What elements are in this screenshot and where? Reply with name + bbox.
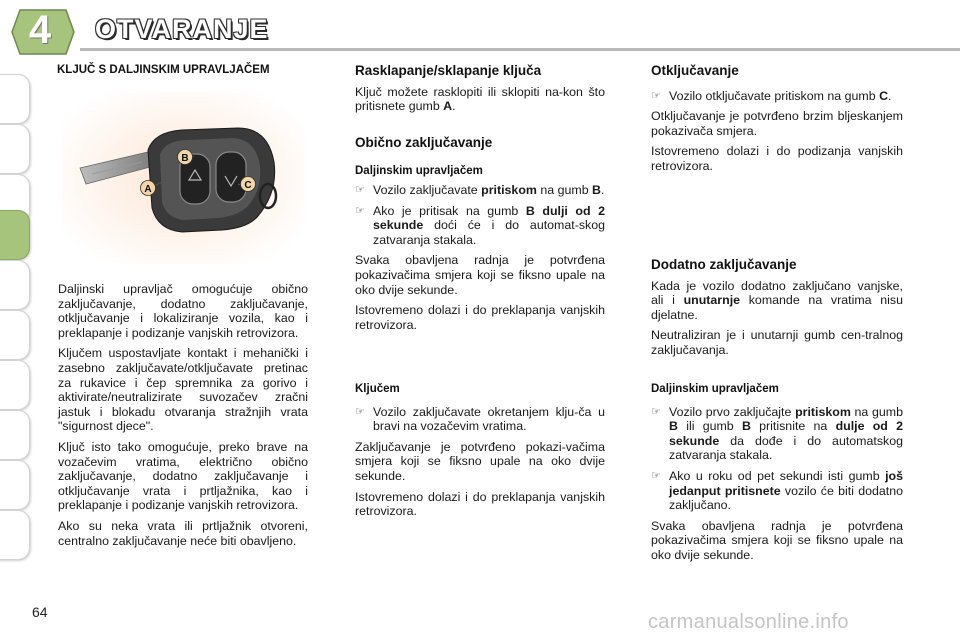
left-paragraph-4: Ako su neka vrata ili prtljažnik otvoreni, centralno zaključavanje neće biti obavljeno. [58,518,308,548]
key-confirm: Zaključavanje je potvrđeno pokazi-vačima smjera koji se fiksno upale na oko dvije sekunde. [355,439,605,483]
chapter-number: 4 [28,8,52,52]
key-subheading: Ključem [355,383,400,395]
deadlock-bullet-2: ☞ Ako u roku od pet sekundi isti gumb još jedanput pritisnete vozilo će biti dodatno zaključano. [651,468,903,513]
remote-subheading: Daljinskim upravljačem [355,165,483,178]
pointing-hand-icon: ☞ [651,405,661,418]
lock-bullet-2: ☞ Ako je pritisak na gumb B dulji od 2 sekunde doći će i do automat-skog zatvaranja stakala. [355,203,605,247]
left-paragraph-2: Ključem uspostavljate kontakt i mehanički i zasebno zaključavate/otključavate pretinac za rukavice i čep spremnika za gorivo i aktivirate/neutralizirate suvozačev zračni jastuk i blokadu otvaranja stražnjih vrata "sigurnost djece". [58,346,308,434]
pointing-hand-icon: ☞ [355,405,365,418]
right-remote-subheading: Daljinskim upravljačem [651,383,779,395]
key-label-b: B [181,153,189,164]
deadlock-text-2: Neutraliziran je i unutarnji gumb cen-tralnog zaključavanja. [651,328,903,357]
deadlock-text: Kada je vozilo dodatno zaključano vanjske, ali i unutarnje komande na vratima nisu djelatne. [651,278,903,322]
lock-bullet-1: ☞ Vozilo zaključavate pritiskom na gumb B. [355,182,605,197]
right-column-middle [651,258,903,364]
lock-confirm: Svaka obavljena radnja je potvrđena pokazivačima smjera koji se fiksno upale na oko dvije sekunde. [355,253,605,297]
right-column-top [651,64,903,180]
key-bullet: ☞ Vozilo zaključavate okretanjem klju-ča u bravi na vozačevim vratima. [355,404,605,434]
pointing-hand-icon: ☞ [651,89,661,102]
pointing-hand-icon: ☞ [355,204,365,217]
unlock-confirm: Otključavanje je potvrđeno brzim bljeskanjem pokazivača smjera. [651,109,903,138]
left-column [58,282,308,554]
watermark: carmanualsonline.info [648,611,849,633]
chapter-tab-8[interactable] [0,410,30,460]
lock-mirrors: Istovremeno dolazi i do preklapanja vanjskih retrovizora. [355,303,605,332]
left-heading: KLJUČ S DALJINSKIM UPRAVLJAČEM [57,64,270,76]
page-title: OTVARANJE [95,14,269,44]
lock-heading: Obično zaključavanje [355,134,493,150]
chapter-tab-7[interactable] [0,360,30,410]
unlock-heading: Otključavanje [651,63,739,78]
chapter-tab-10[interactable] [0,510,30,560]
right-column-bottom [651,382,903,569]
middle-column-bottom [355,382,605,525]
left-paragraph-1: Daljinski upravljač omogućuje obično zaključavanje, dodatno zaključavanje, otključavanje i lokaliziranje vozila, kao i preklapanje i podizanje vanjskih retrovizora. [58,282,308,340]
left-paragraph-3: Ključ isto tako omogućuje, preko brave na vozačevim vratima, električno obično zaključavanje, dodatno zaključavanje i otključavanje vrata i prtljažnika, kao i preklapanje i podizanje vanjskih retrovizora. [58,439,308,513]
deadlock-heading: Dodatno zaključavanje [651,257,797,272]
page-number: 64 [32,604,48,620]
chapter-tab-5[interactable] [0,260,30,310]
pointing-hand-icon: ☞ [355,183,365,196]
key-label-a: A [144,184,152,195]
unlock-mirrors: Istovremeno dolazi i do podizanja vanjskih retrovizora. [651,144,903,173]
fold-heading: Rasklapanje/sklapanje ključa [355,63,542,78]
unlock-bullet: ☞ Vozilo otključavate pritiskom na gumb C. [651,88,892,103]
chapter-tab-9[interactable] [0,460,30,510]
chapter-tab-1[interactable] [0,74,30,124]
key-mirrors: Istovremeno dolazi i do preklapanja vanjskih retrovizora. [355,489,605,519]
key-label-c: C [244,180,252,191]
chapter-tab-6[interactable] [0,310,30,360]
pointing-hand-icon: ☞ [651,469,661,482]
deadlock-bullet-1: ☞ Vozilo prvo zaključajte pritiskom na gumb B ili gumb B pritisnite na dulje od 2 sekunde da dođe i do automatskog zatvaranja stakala. [651,404,903,463]
deadlock-confirm: Svaka obavljena radnja je potvrđena pokazivačima smjera koji se fiksno upale na oko dvije sekunde. [651,518,903,562]
remote-key-icon [62,92,304,264]
chapter-tab-4-active[interactable] [0,210,30,260]
fold-text: Ključ možete rasklopiti ili sklopiti na-kon što pritisnete gumb A. [355,84,605,114]
title-rule [80,48,960,51]
chapter-tab-2[interactable] [0,124,30,174]
middle-column-top [355,64,605,338]
